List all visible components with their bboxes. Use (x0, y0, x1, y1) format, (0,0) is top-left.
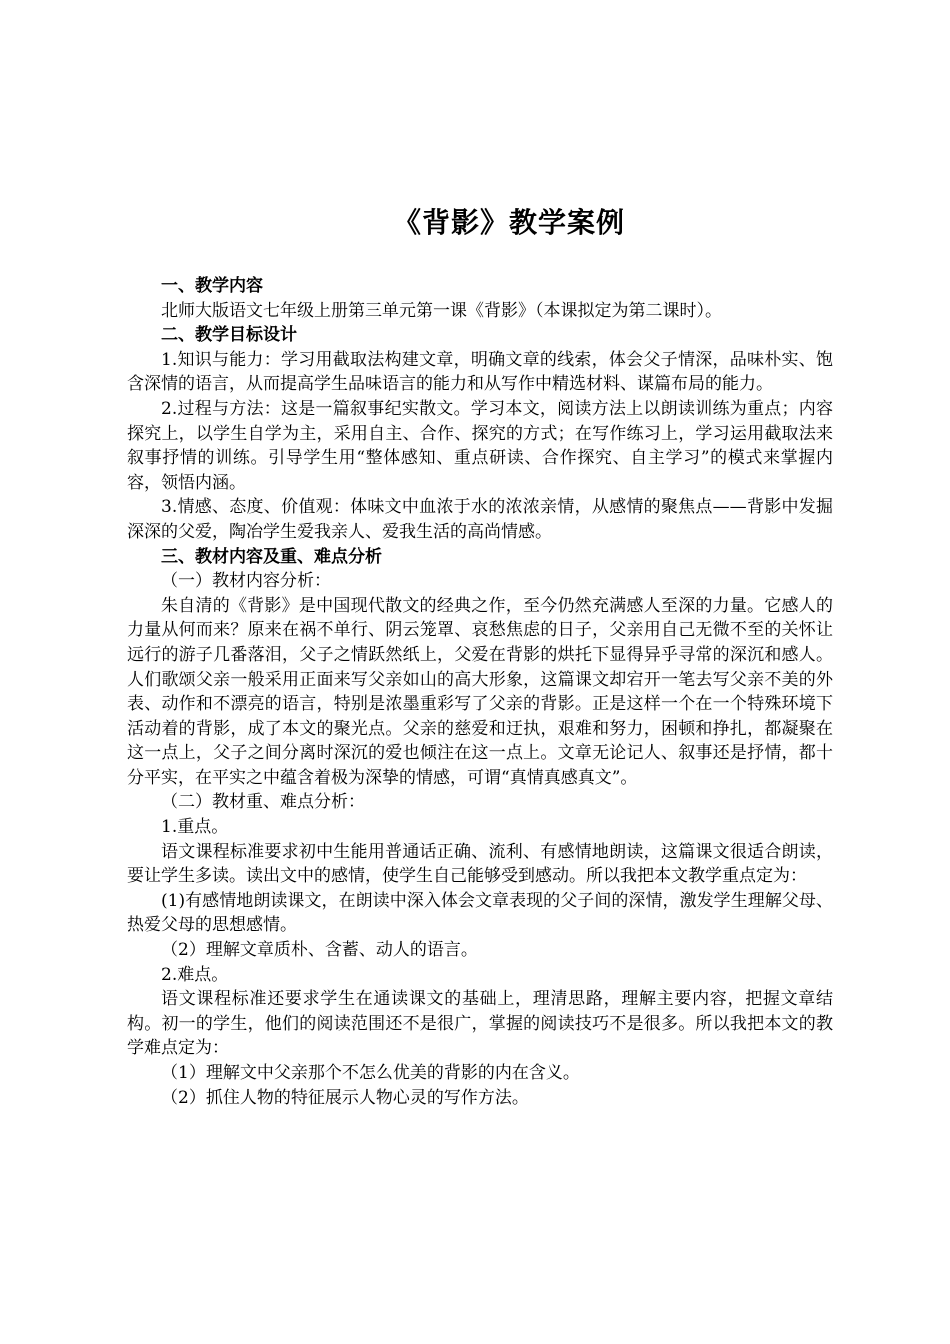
paragraph: 语文课程标准还要求学生在通读课文的基础上，理清思路，理解主要内容，把握文章结构。初一的学生，他们的阅读范围还不是很广，掌握的阅读技巧不是很多。所以我把本文的教学难点定为： (127, 989, 833, 1059)
paragraph: 3.情感、态度、价值观：体味文中血浓于水的浓浓亲情，从感情的聚焦点——背影中发掘深深的父爱，陶冶学生爱我亲人、爱我生活的高尚情感。 (127, 497, 833, 542)
paragraph: 2.过程与方法：这是一篇叙事纪实散文。学习本文，阅读方法上以朗读训练为重点；内容探究上，以学生自学为主，采用自主、合作、探究的方式；在写作练习上，学习运用截取法来叙事抒情的训练。引导学生用“整体感知、重点研读、合作探究、自主学习”的模式来掌握内容，领悟内涵。 (127, 398, 833, 493)
subheading: （二）教材重、难点分析： (161, 792, 365, 813)
paragraph: 1.重点。 (161, 817, 229, 838)
list-item: (1)有感情地朗读课文，在朗读中深入体会文章表现的父子间的深情，激发学生理解父母、热爱父母的思想感情。 (127, 890, 833, 936)
paragraph: 2.难点。 (161, 964, 229, 985)
paragraph: 1.知识与能力：学习用截取法构建文章，明确文章的线索，体会父子情深，品味朴实、饱含深情的语言，从而提高学生品味语言的能力和从写作中精选材料、谋篇布局的能力。 (127, 349, 833, 395)
paragraph: 朱自清的《背影》是中国现代散文的经典之作，至今仍然充满感人至深的力量。它感人的力量从何而来？原来在祸不单行、阴云笼罩、哀愁焦虑的日子，父亲用自己无微不至的关怀让远行的游子几番落泪，父子之情跃然纸上，父爱在背影的烘托下显得异乎寻常的深沉和感人。人们歌颂父亲一般采用正面来写父亲如山的高大形象，这篇课文却宕开一笔去写父亲不美的外表、动作和不漂亮的语言，特别是浓墨重彩写了父亲的背影。正是这样一个在一个特殊环境下活动着的背影，成了本文的聚光点。父亲的慈爱和迂执，艰难和努力，困顿和挣扎，都凝聚在这一点上，父子之间分离时深沉的爱也倾注在这一点上。文章无论记人、叙事还是抒情，都十分平实，在平实之中蕴含着极为深挚的情感，可谓“真情真感真文”。 (127, 595, 833, 788)
list-item: （1）理解文中父亲那个不怎么优美的背影的内在含义。 (161, 1063, 580, 1083)
section-heading-goals: 二、教学目标设计 (161, 325, 297, 346)
list-item: （2）理解文章质朴、含蓄、动人的语言。 (161, 940, 478, 961)
section-heading-analysis: 三、教材内容及重、难点分析 (161, 546, 382, 567)
paragraph: 语文课程标准要求初中生能用普通话正确、流利、有感情地朗读，这篇课文很适合朗读，要让学生多读。读出文中的感情，使学生自己能够受到感动。所以我把本文教学重点定为： (127, 841, 833, 887)
section-heading-teaching-content: 一、教学内容 (161, 276, 263, 296)
paragraph: 北师大版语文七年级上册第三单元第一课《背影》（本课拟定为第二课时）。 (161, 300, 722, 321)
list-item: （2）抓住人物的特征展示人物心灵的写作方法。 (161, 1087, 529, 1108)
document-body (127, 274, 833, 1110)
subheading: （一）教材内容分析： (161, 571, 331, 592)
document-title: 《背影》教学案例 (392, 206, 625, 239)
